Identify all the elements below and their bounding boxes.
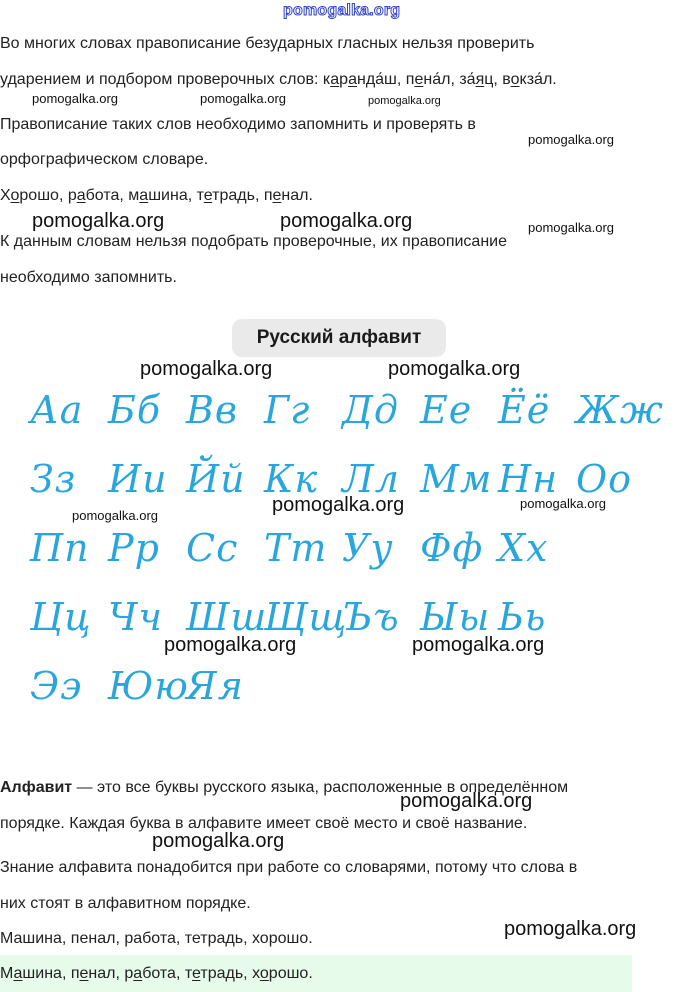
word-part: м — [128, 187, 140, 204]
example-word — [406, 71, 451, 88]
underlined-vowel: а — [133, 965, 143, 982]
paragraph-line: необходимо запомнить. — [0, 269, 177, 286]
watermark: pomogalka.org — [520, 496, 606, 511]
alphabet-row — [30, 513, 660, 582]
underlined-vowel: о — [259, 965, 269, 982]
watermark: pomogalka.org — [152, 830, 285, 852]
paragraph-line: орфографическом словаре. — [0, 151, 209, 168]
word-part: р — [124, 965, 134, 982]
paragraph-line: Правописание таких слов необходимо запомнить и проверять в — [0, 116, 476, 133]
alphabet-row — [30, 375, 664, 444]
word-part: бота — [142, 965, 176, 982]
alphabet-row — [30, 651, 660, 720]
word-part: рошо — [268, 965, 309, 982]
letter-pair: Фф — [420, 525, 484, 570]
answer-line: Машина, пенал, работа, тетрадь, хорошо. — [0, 965, 313, 982]
word-part: шина — [22, 965, 62, 982]
example-word — [0, 187, 59, 204]
word-part: ц — [484, 71, 494, 88]
paragraph-line: Во многих словах правописание безударных гласных нельзя проверить — [0, 35, 535, 52]
definition-line: Знание алфавита понадобится при работе со словарями, потому что слова в — [0, 859, 578, 876]
word-part: М — [0, 965, 14, 982]
word-part: за́ — [459, 71, 476, 88]
letter-pair: Сс — [186, 525, 239, 570]
definition-term: Алфавит — [0, 779, 73, 796]
letter-pair: Дд — [342, 387, 399, 432]
watermark: pomogalka.org — [32, 210, 165, 232]
watermark: pomogalka.org — [400, 790, 533, 812]
watermark: pomogalka.org — [72, 508, 158, 523]
word-part: р — [67, 187, 77, 204]
example-word — [71, 965, 116, 982]
letter-pair: Ии — [108, 456, 168, 501]
letter-pair: Жж — [576, 387, 664, 432]
definition-text: — это все буквы русского языка, расположенные в определённом — [72, 779, 569, 796]
example-word — [459, 71, 493, 88]
letter-pair: Оо — [576, 456, 633, 501]
example-words-line: Хорошо, работа, машина, тетрадь, пенал. — [0, 187, 313, 204]
letter-pair: Лл — [342, 456, 400, 501]
definition-line: порядке. Каждая буква в алфавите имеет своё место и своё название. — [0, 815, 528, 832]
word-part: п — [263, 187, 273, 204]
letter-pair: Аа — [30, 387, 84, 432]
letter-pair: Кк — [264, 456, 319, 501]
alphabet-row — [30, 582, 660, 651]
word-part: нал — [88, 965, 116, 982]
watermark: pomogalka.org — [388, 358, 521, 380]
example-word — [124, 965, 176, 982]
alphabet-cursive-image — [30, 375, 664, 720]
word-part: Х — [0, 187, 11, 204]
underlined-vowel: е — [192, 965, 201, 982]
watermark: pomogalka.org — [272, 494, 405, 516]
watermark: pomogalka.org — [32, 91, 118, 106]
underlined-vowel: а — [76, 187, 86, 204]
letter-pair: Юю — [108, 663, 189, 708]
watermark: pomogalka.org — [164, 634, 297, 656]
letter-pair: Шш — [186, 594, 268, 639]
underlined-vowel: о — [10, 187, 20, 204]
letter-pair: Рр — [108, 525, 160, 570]
word-part: п — [405, 71, 415, 88]
underlined-vowel: е — [414, 71, 424, 88]
watermark: pomogalka.org — [412, 634, 545, 656]
letter-pair: Цц — [30, 594, 92, 639]
word-part: бота — [85, 187, 120, 204]
watermark: pomogalka.org — [528, 220, 614, 235]
letter-pair: Уу — [342, 525, 394, 570]
word-part: т — [184, 965, 192, 982]
watermark: pomogalka.org — [140, 358, 273, 380]
underlined-vowel: а — [330, 71, 340, 88]
word-part: кза́л — [519, 71, 553, 88]
example-word — [0, 965, 62, 982]
word-part: нда́ш — [356, 71, 397, 88]
underlined-vowel: а — [13, 965, 23, 982]
example-word — [502, 71, 552, 88]
letter-pair: Нн — [498, 456, 559, 501]
paragraph-line: К данным словам нельзя подобрать проверочные, их правописание — [0, 233, 507, 250]
word-part: х — [252, 965, 260, 982]
letter-pair: Ыы — [420, 594, 491, 639]
letter-pair: Бб — [108, 387, 162, 432]
underlined-vowel: я — [475, 71, 485, 88]
letter-pair: Ээ — [30, 663, 83, 708]
example-word — [68, 187, 120, 204]
underlined-vowel: а — [139, 187, 149, 204]
underlined-vowel: а — [348, 71, 357, 88]
alphabet-heading: Русский алфавит — [232, 319, 446, 357]
word-part: р — [339, 71, 349, 88]
watermark: pomogalka.org — [200, 91, 286, 106]
letter-pair: Йй — [186, 456, 246, 501]
paragraph-text: ударением и подбором проверочных слов: — [0, 71, 323, 88]
letter-pair: Гг — [264, 387, 311, 432]
example-words: каранда́ш, пена́л, за́яц, вокза́л. — [322, 71, 557, 88]
definition-line: них стоят в алфавитном порядке. — [0, 895, 251, 912]
letter-pair: Щщ — [264, 594, 348, 639]
letter-pair: Ее — [420, 387, 473, 432]
example-word — [197, 187, 255, 204]
word-part: шина — [148, 187, 188, 204]
word-part: к — [322, 71, 331, 88]
word-part: традь — [200, 965, 244, 982]
letter-pair: Яя — [186, 663, 244, 708]
word-part: в — [502, 71, 511, 88]
word-part: т — [196, 187, 204, 204]
watermark-logo: pomogalka.org — [283, 2, 401, 19]
letter-pair: Чч — [108, 594, 164, 639]
letter-pair: Ьь — [498, 594, 547, 639]
letter-pair: Пп — [30, 525, 90, 570]
watermark: pomogalka.org — [280, 210, 413, 232]
letter-pair: Ёё — [498, 387, 551, 432]
example-word — [264, 187, 309, 204]
letter-pair: Вв — [186, 387, 239, 432]
task-line: Машина, пенал, работа, тетрадь, хорошо. — [0, 930, 313, 947]
underlined-vowel: о — [510, 71, 520, 88]
example-word — [252, 965, 308, 982]
watermark: pomogalka.org — [504, 918, 637, 940]
letter-pair: Зз — [30, 456, 77, 501]
word-part: рошо — [19, 187, 59, 204]
example-word — [323, 71, 397, 88]
example-word — [128, 187, 187, 204]
letter-pair: Мм — [420, 456, 493, 501]
paragraph-line-with-examples — [0, 70, 557, 90]
letter-pair: Ъъ — [342, 594, 400, 639]
watermark: pomogalka.org — [528, 132, 614, 147]
watermark: pomogalka.org — [368, 95, 441, 107]
letter-pair: Хх — [498, 525, 549, 570]
underlined-vowel: е — [79, 965, 89, 982]
underlined-vowel: е — [272, 187, 282, 204]
letter-pair: Тт — [264, 525, 328, 570]
example-word — [185, 965, 243, 982]
word-part: нал — [281, 187, 309, 204]
word-part: п — [70, 965, 80, 982]
underlined-vowel: е — [203, 187, 213, 204]
word-part: традь — [212, 187, 255, 204]
word-part: на́л — [423, 71, 451, 88]
